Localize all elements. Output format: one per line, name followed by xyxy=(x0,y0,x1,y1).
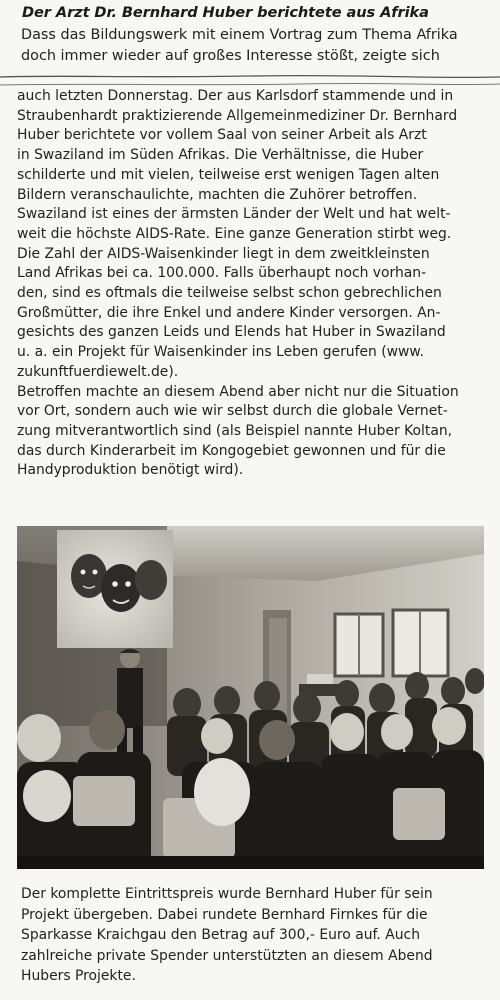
body-line: vor Ort, sondern auch wie wir selbst durch die globale Vernet- xyxy=(17,403,448,420)
caption-line: Sparkasse Kraichgau den Betrag auf 300,- Euro auf. Auch xyxy=(21,927,420,943)
article-headline: Der Arzt Dr. Bernhard Huber berichtete aus Afrika xyxy=(22,4,429,21)
photo-caption xyxy=(21,884,491,987)
body-line: auch letzten Donnerstag. Der aus Karlsdorf stammende und in xyxy=(17,88,454,104)
lecture-hall-illustration xyxy=(17,526,484,869)
body-line: zukunftfuerdiewelt.de). xyxy=(17,363,179,380)
intro-line: Dass das Bildungswerk mit einem Vortrag zum Thema Afrika xyxy=(21,27,458,43)
body-line: Großmütter, die ihre Enkel und andere Kinder versorgen. An- xyxy=(17,304,441,321)
lecture-photo xyxy=(17,526,484,869)
body-line: Betroffen machte an diesem Abend aber nicht nur die Situation xyxy=(17,383,459,400)
caption-line: Hubers Projekte. xyxy=(21,968,136,984)
body-line: Handyproduktion benötigt wird). xyxy=(17,462,244,479)
body-line: Land Afrikas bei ca. 100.000. Falls überhaupt noch vorhan- xyxy=(17,265,427,282)
body-line: Straubenhardt praktizierende Allgemeinmediziner Dr. Bernhard xyxy=(17,107,458,124)
body-line: den, sind es oftmals die teilweise selbst schon gebrechlichen xyxy=(17,285,442,302)
body-line: in Swaziland im Süden Afrikas. Die Verhältnisse, die Huber xyxy=(17,147,424,164)
article-body xyxy=(17,87,497,481)
caption-line: Der komplette Eintrittspreis wurde Bernhard Huber für sein xyxy=(21,886,433,902)
column-break-rule xyxy=(0,74,500,88)
caption-line: zahlreiche private Spender unterstützten an diesem Abend xyxy=(21,947,433,964)
body-line: das durch Kinderarbeit im Kongogebiet gewonnen und für die xyxy=(17,442,446,459)
body-line: Bildern veranschaulichte, machten die Zuhörer betroffen. xyxy=(17,186,418,203)
body-line: schilderte und mit vielen, teilweise erst wenigen Tagen alten xyxy=(17,166,440,183)
body-line: Die Zahl der AIDS-Waisenkinder liegt in dem zweitkleinsten xyxy=(17,245,430,262)
article-intro xyxy=(21,25,500,67)
body-line: u. a. ein Projekt für Waisenkinder ins Leben gerufen (www. xyxy=(17,344,424,361)
body-line: weit die höchste AIDS-Rate. Eine ganze Generation stirbt weg. xyxy=(17,225,452,242)
intro-line: doch immer wieder auf großes Interesse stößt, zeigte sich xyxy=(21,48,440,64)
caption-line: Projekt übergeben. Dabei rundete Bernhard Firnkes für die xyxy=(21,906,428,923)
body-line: gesichts des ganzen Leids und Elends hat Huber in Swaziland xyxy=(17,324,446,341)
body-line: zung mitverantwortlich sind (als Beispiel nannte Huber Koltan, xyxy=(17,422,453,439)
body-line: Huber berichtete vor vollem Saal von seiner Arbeit als Arzt xyxy=(17,127,427,144)
body-line: Swaziland ist eines der ärmsten Länder der Welt und hat welt- xyxy=(17,206,451,223)
